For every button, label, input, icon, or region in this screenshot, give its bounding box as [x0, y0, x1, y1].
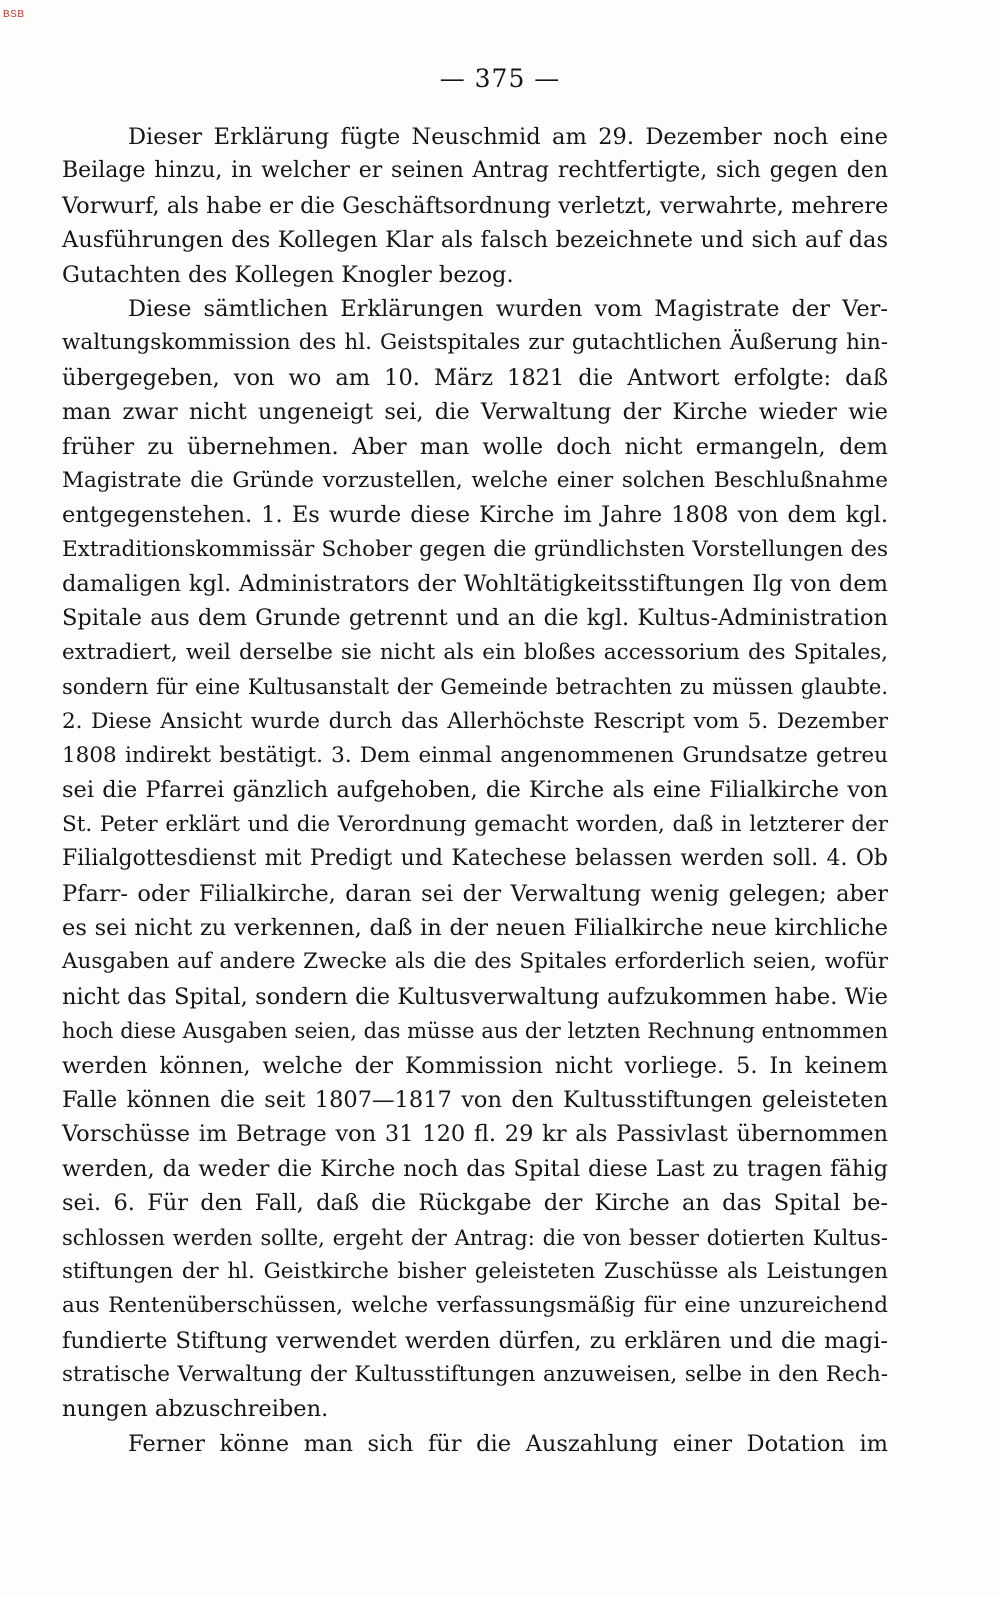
text-line: Diese sämtlichen Erklärungen wurden vom Magistrate der Ver- [128, 295, 888, 322]
text-line: schlossen werden sollte, ergeht der Antrag: die von besser dotierten Kultus- [62, 1225, 888, 1250]
text-line: werden, da weder die Kirche noch das Spital diese Last zu tragen fähig [62, 1155, 888, 1182]
text-line: sei die Pfarrei gänzlich aufgehoben, die Kirche als eine Filialkirche von [62, 777, 888, 804]
text-line: Vorwurf, als habe er die Geschäftsordnung verletzt, verwahrte, mehrere [62, 192, 889, 219]
text-line: Falle können die seit 1807—1817 von den Kultusstiftungen geleisteten [62, 1086, 888, 1113]
text-line: stiftungen der hl. Geistkirche bisher geleisteten Zuschüsse als Leistungen [62, 1258, 888, 1284]
text-line: Filialgottesdienst mit Predigt und Katechese belassen werden soll. 4. Ob [62, 846, 888, 872]
text-line: entgegenstehen. 1. Es wurde diese Kirche im Jahre 1808 von dem kgl. [62, 502, 888, 529]
text-line: Ausgaben auf andere Zwecke als die des Spitales erforderlich seien, wofür [62, 949, 888, 975]
text-line: Extraditionskommissär Schober gegen die gründlichsten Vorstellungen des [62, 536, 888, 562]
text-line: extradiert, weil derselbe sie nicht als ein bloßes accessorium des Spitales, [62, 639, 888, 665]
text-line: Dieser Erklärung fügte Neuschmid am 29. Dezember noch eine [128, 124, 888, 150]
text-line: Ferner könne man sich für die Auszahlung einer Dotation im [128, 1430, 888, 1457]
text-line: sondern für eine Kultusanstalt der Gemeinde betrachten zu müssen glaubte. [62, 675, 888, 700]
text-line: St. Peter erklärt und die Verordnung gemacht worden, daß in letzterer der [62, 811, 888, 837]
body-text [62, 120, 888, 1461]
text-line: nungen abzuschreiben. [62, 1396, 329, 1423]
page-number: — 375 — [439, 64, 561, 93]
text-line: 2. Diese Ansicht wurde durch das Allerhöchste Rescript vom 5. Dezember [62, 708, 888, 734]
text-line: man zwar nicht ungeneigt sei, die Verwaltung der Kirche wieder wie [62, 399, 888, 426]
text-line: Magistrate die Gründe vorzustellen, welche einer solchen Beschlußnahme [62, 467, 888, 493]
library-watermark: BSB [3, 9, 25, 20]
text-line: Beilage hinzu, in welcher er seinen Antrag rechtfertigte, sich gegen den [62, 158, 888, 184]
text-line: hoch diese Ausgaben seien, das müsse aus der letzten Rechnung entnommen [62, 1019, 888, 1044]
text-line: fundierte Stiftung verwendet werden dürfen, zu erklären und die magi- [62, 1327, 888, 1354]
text-line: Pfarr- oder Filialkirche, daran sei der Verwaltung wenig gelegen; aber [62, 880, 888, 907]
text-line: nicht das Spital, sondern die Kultusverwaltung aufzukommen habe. Wie [62, 983, 888, 1010]
text-line: waltungskommission des hl. Geistspitales zur gutachtlichen Äußerung hin- [62, 330, 888, 356]
text-line: damaligen kgl. Administrators der Wohltätigkeitsstiftungen Ilg von dem [62, 571, 888, 598]
text-line: sei. 6. Für den Fall, daß die Rückgabe der Kirche an das Spital be- [62, 1190, 888, 1217]
text-line: es sei nicht zu verkennen, daß in der neuen Filialkirche neue kirchliche [62, 914, 888, 941]
text-line: Gutachten des Kollegen Knogler bezog. [62, 261, 514, 288]
text-line: Ausführungen des Kollegen Klar als falsch bezeichnete und sich auf das [62, 227, 888, 254]
text-line: 1808 indirekt bestätigt. 3. Dem einmal angenommenen Grundsatze getreu [62, 743, 888, 769]
text-line: Spitale aus dem Grunde getrennt und an die kgl. Kultus-Administration [62, 605, 888, 632]
text-line: aus Rentenüberschüssen, welche verfassungsmäßig für eine unzureichend [62, 1293, 888, 1319]
text-line: werden können, welche der Kommission nicht vorliege. 5. In keinem [62, 1052, 888, 1079]
text-line: stratische Verwaltung der Kultusstiftungen anzuweisen, selbe in den Rech- [62, 1362, 888, 1388]
text-line: Vorschüsse im Betrage von 31 120 fl. 29 kr als Passivlast übernommen [62, 1121, 888, 1148]
text-line: früher zu übernehmen. Aber man wolle doch nicht ermangeln, dem [62, 433, 888, 460]
text-line: übergegeben, von wo am 10. März 1821 die Antwort erfolgte: daß [62, 364, 888, 391]
